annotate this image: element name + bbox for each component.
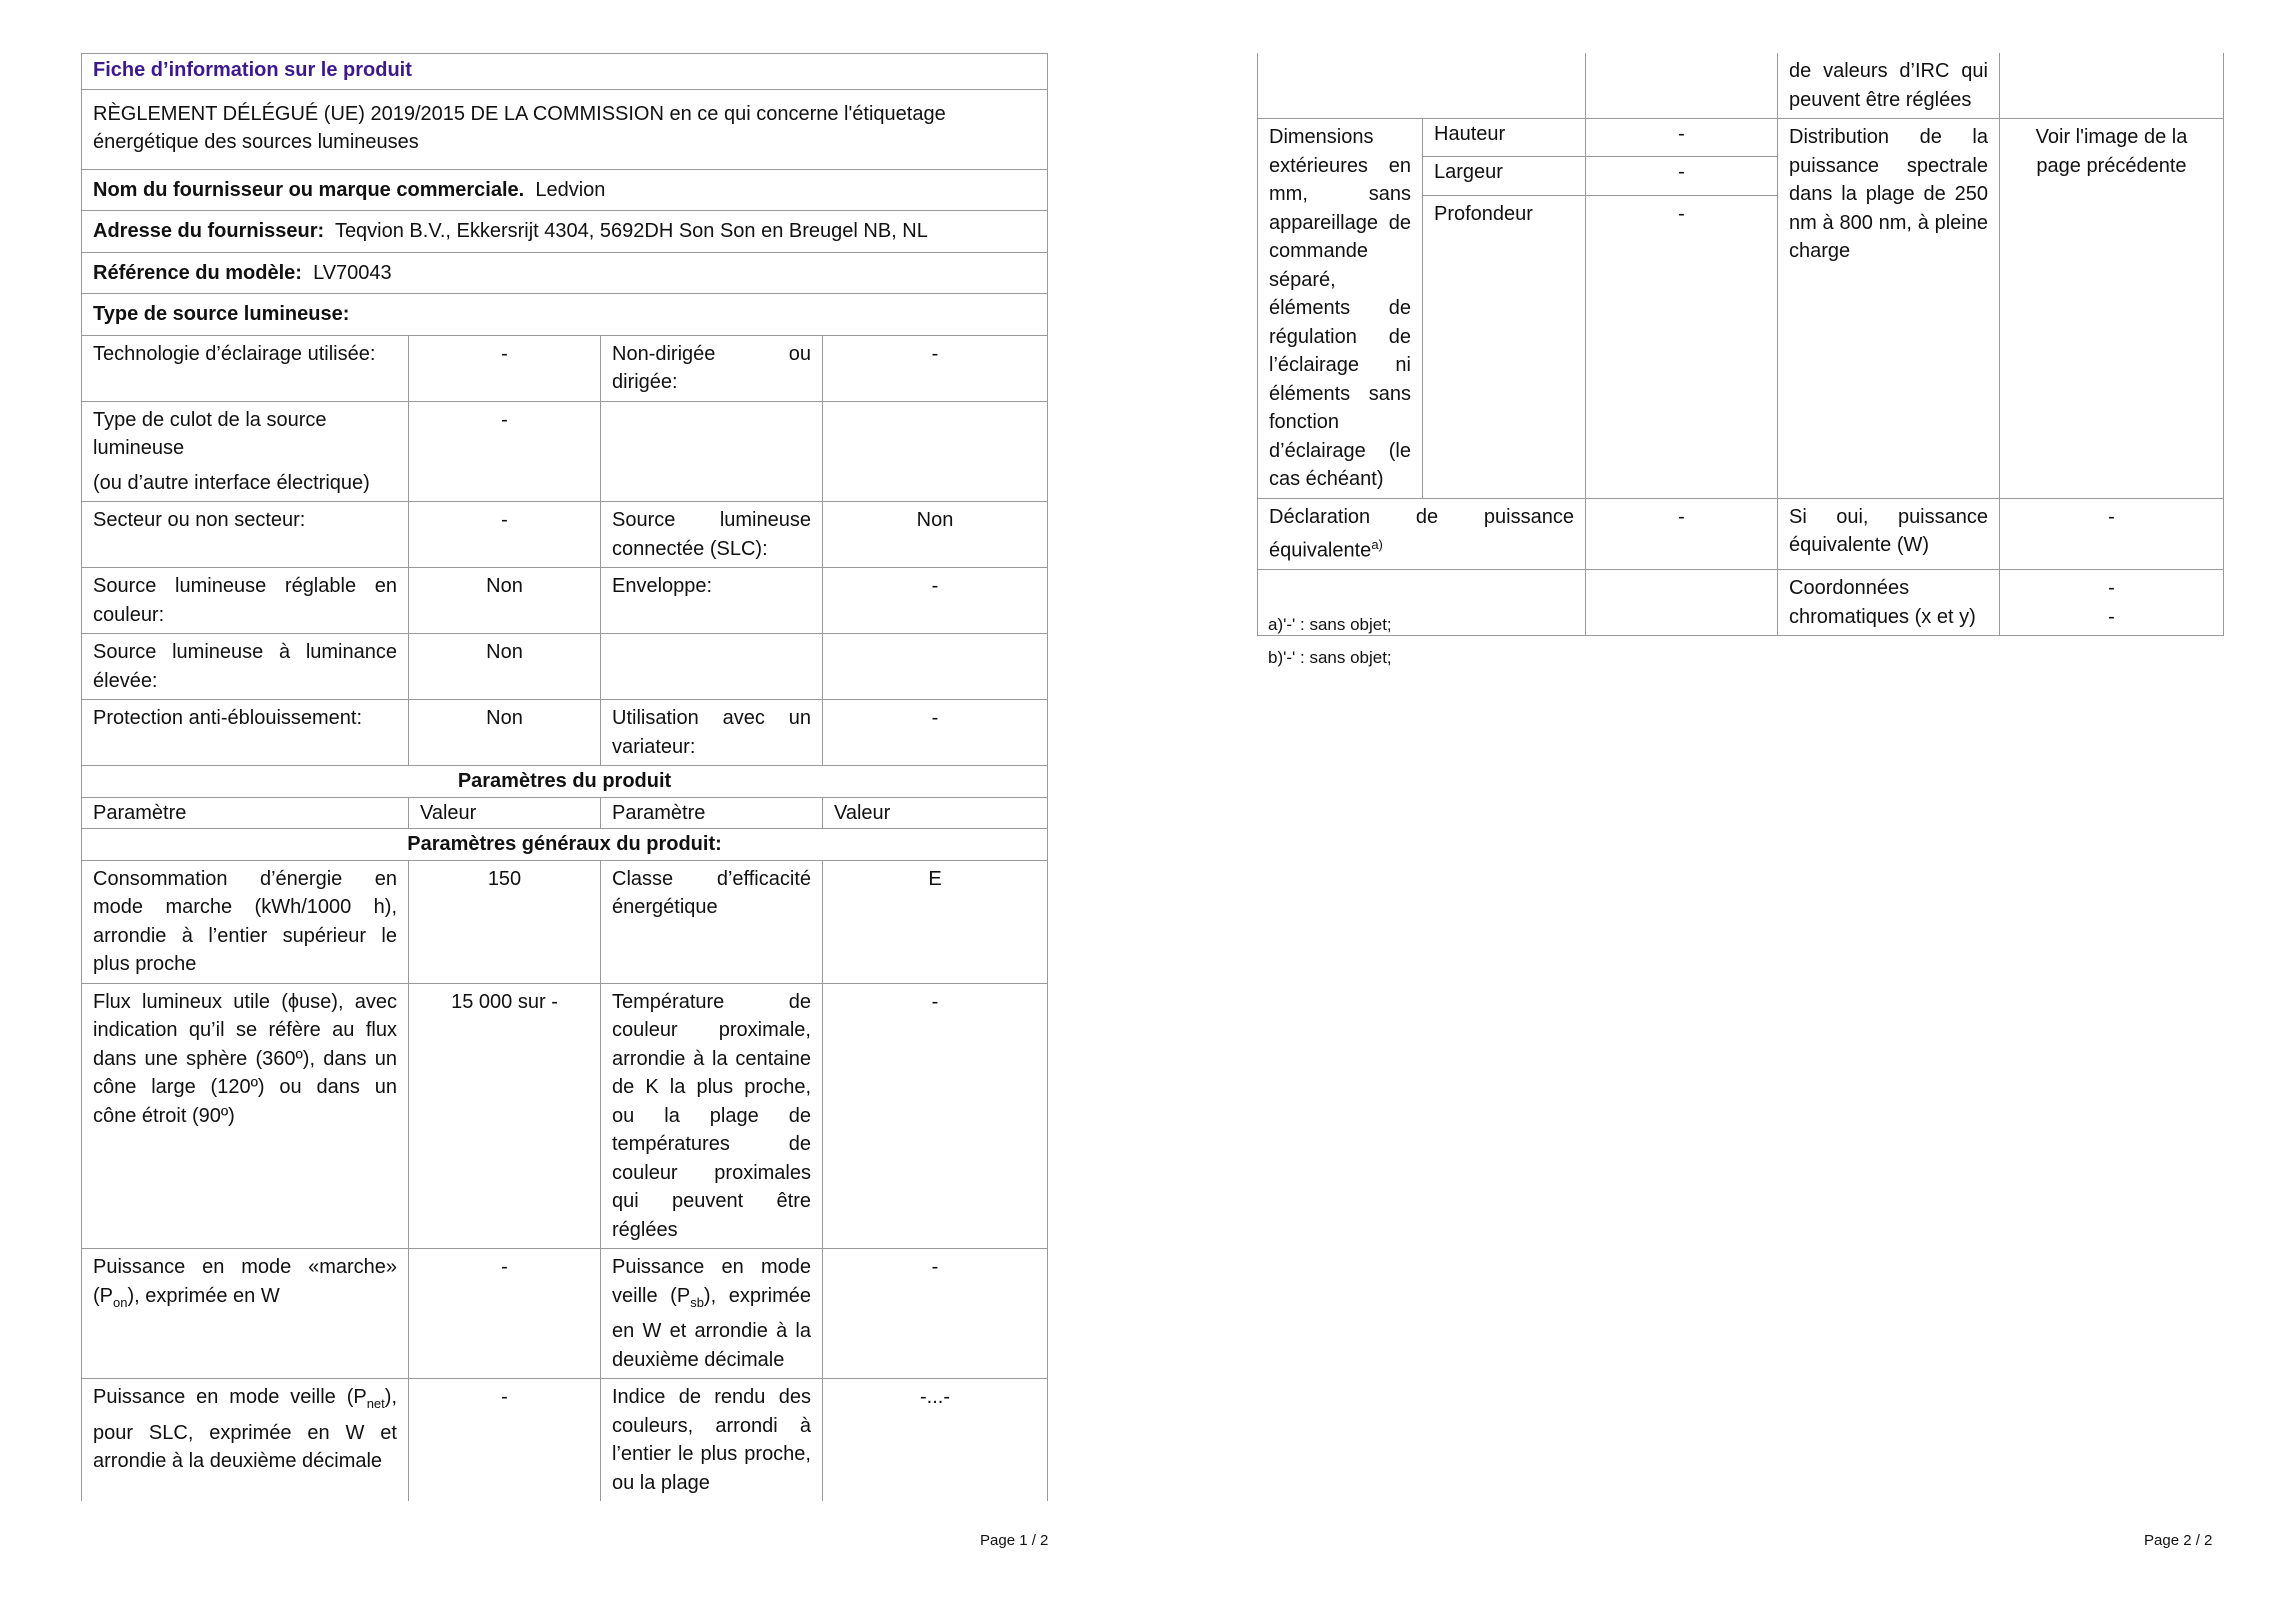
cap-type-value: - — [409, 401, 601, 502]
directional-value: - — [823, 335, 1048, 401]
cri-label: Indice de rendu des couleurs, arrondi à l’entier le plus proche, ou la plage — [601, 1379, 823, 1502]
luminous-flux-label: Flux lumineux utile (ϕuse), avec indication qu’il se réfère au flux dans une sphère (360º), dans un cône large (120º) ou dans un cône étroit (90º) — [82, 983, 409, 1249]
table-row — [82, 568, 1048, 634]
regulation-text: RÈGLEMENT DÉLÉGUÉ (UE) 2019/2015 DE LA COMMISSION en ce qui concerne l'étiquetage énergétique des sources lumineuses — [82, 89, 1048, 169]
supplier-address-value: Teqvion B.V., Ekkersrijt 4304, 5692DH Son Son en Breugel NB, NL — [334, 220, 928, 242]
cap-type-label-b: (ou d’autre interface électrique) — [93, 471, 370, 494]
page-1 — [0, 0, 1145, 1621]
directional-label: Non-dirigée ou dirigée: — [601, 335, 823, 401]
energy-class-label: Classe d’efficacité énergétique — [601, 860, 823, 983]
supplier-address-row — [82, 211, 1048, 253]
spectral-distribution-label: Distribution de la puissance spectrale dans la plage de 250 nm à 800 nm, à pleine charge — [1778, 119, 2000, 499]
standby-power-label: Puissance en mode veille $(P_{sb})$, exprimée en W et arrondie à la deuxième décimale — [601, 1249, 823, 1379]
energy-consumption-value: 150 — [409, 860, 601, 983]
page-2 — [1146, 0, 2291, 1621]
table-row — [82, 860, 1048, 983]
energy-class-value: E — [823, 860, 1048, 983]
dimmer-value: - — [823, 700, 1048, 766]
chromaticity-label: Coordonnées chromatiques (x et y) — [1778, 570, 2000, 636]
energy-consumption-label: Consommation d’énergie en mode marche (kWh/1000 h), arrondie à l’entier supérieur le plus proche — [82, 860, 409, 983]
connected-label: Source lumineuse connectée (SLC): — [601, 502, 823, 568]
anti-glare-label: Protection anti-éblouissement: — [82, 700, 409, 766]
envelope-label: Enveloppe: — [601, 568, 823, 634]
table-row — [1258, 570, 2224, 636]
height-value: - — [1586, 119, 1778, 157]
networked-standby-value: - — [409, 1379, 601, 1502]
depth-value: - — [1586, 195, 1778, 498]
table-header-row — [82, 797, 1048, 829]
page-number: Page 2 / 2 — [2144, 1532, 2213, 1549]
cap-type-cell — [82, 401, 409, 502]
high-luminance-label: Source lumineuse à luminance élevée: — [82, 634, 409, 700]
luminous-flux-value: 15 000 sur - — [409, 983, 601, 1249]
col-header-param-2: Paramètre — [601, 797, 823, 829]
product-info-table-continued — [1257, 53, 2224, 636]
product-info-table — [81, 53, 1048, 1501]
model-reference-value: LV70043 — [313, 261, 392, 284]
dimensions-label: Dimensions extérieures en mm, sans appareillage de commande séparé, éléments de régulation de l’éclairage ni éléments sans fonction d’éclairage (le cas échéant) — [1258, 119, 1423, 499]
chromaticity-value — [2000, 570, 2224, 636]
supplier-name-value: Ledvion — [535, 178, 606, 201]
envelope-value: - — [823, 568, 1048, 634]
supplier-address-label: Adresse du fournisseur: — [93, 220, 325, 242]
chromaticity-x: - — [2108, 577, 2115, 600]
equivalent-power-label: Déclaration de puissance équivalente$^{a)}$ — [1258, 498, 1586, 570]
table-row — [82, 1379, 1048, 1502]
table-row — [82, 983, 1048, 1249]
page-number: Page 1 / 2 — [980, 1532, 1049, 1549]
document-title: Fiche d’information sur le produit — [82, 54, 1048, 90]
col-header-value-2: Valeur — [823, 797, 1048, 829]
table-row — [82, 700, 1048, 766]
high-luminance-value: Non — [409, 634, 601, 700]
footnote-a: a)'-' : sans objet; — [1268, 615, 1392, 634]
colour-tunable-value: Non — [409, 568, 601, 634]
model-reference-label: Référence du modèle: — [93, 261, 302, 284]
table-row — [1258, 498, 2224, 570]
networked-standby-label: Puissance en mode veille $(P_{net})$, pour SLC, exprimée en W et arrondie à la deuxième décimale — [82, 1379, 409, 1502]
colour-temperature-label: Température de couleur proximale, arrondie à la centaine de K la plus proche, ou la plage de températures de couleur proximales qui peuvent être réglées — [601, 983, 823, 1249]
width-value: - — [1586, 157, 1778, 195]
width-label: Largeur — [1423, 157, 1586, 195]
spectral-distribution-value: Voir l'image de la page précédente — [2000, 119, 2224, 499]
connected-value: Non — [823, 502, 1048, 568]
col-header-param: Paramètre — [82, 797, 409, 829]
supplier-name-label: Nom du fournisseur ou marque commerciale. — [93, 178, 525, 201]
anti-glare-value: Non — [409, 700, 601, 766]
supplier-name-row — [82, 169, 1048, 211]
product-params-heading: Paramètres du produit — [82, 766, 1048, 798]
colour-temperature-value: - — [823, 983, 1048, 1249]
table-row — [1258, 53, 2224, 119]
cap-type-label: Type de culot de la source lumineuse — [93, 408, 327, 459]
mains-label: Secteur ou non secteur: — [82, 502, 409, 568]
depth-label: Profondeur — [1423, 195, 1586, 498]
on-mode-power-label: Puissance en mode «marche» $(P_{on})$, exprimée en W — [82, 1249, 409, 1379]
equivalent-power-value: - — [1586, 498, 1778, 570]
cri-label-continued: de valeurs d’IRC qui peuvent être réglées — [1778, 53, 2000, 119]
cri-value: -...- — [823, 1379, 1048, 1502]
dimmer-label: Utilisation avec un variateur: — [601, 700, 823, 766]
table-row — [1258, 119, 2224, 157]
equivalent-power-w-label: Si oui, puissance équivalente (W) — [1778, 498, 2000, 570]
table-row — [82, 634, 1048, 700]
standby-power-value: - — [823, 1249, 1048, 1379]
table-row — [82, 1249, 1048, 1379]
table-row — [82, 401, 1048, 502]
footnote-b: b)'-' : sans objet; — [1268, 648, 1392, 667]
equivalent-power-w-value: - — [2000, 498, 2224, 570]
general-params-heading: Paramètres généraux du produit: — [82, 829, 1048, 861]
on-mode-power-value: - — [409, 1249, 601, 1379]
light-source-type-heading: Type de source lumineuse: — [82, 294, 1048, 336]
model-reference-row — [82, 252, 1048, 294]
table-row — [82, 335, 1048, 401]
table-row — [82, 502, 1048, 568]
height-label: Hauteur — [1423, 119, 1586, 157]
technology-label: Technologie d’éclairage utilisée: — [82, 335, 409, 401]
mains-value: - — [409, 502, 601, 568]
chromaticity-y: - — [2108, 605, 2115, 628]
col-header-value: Valeur — [409, 797, 601, 829]
technology-value: - — [409, 335, 601, 401]
colour-tunable-label: Source lumineuse réglable en couleur: — [82, 568, 409, 634]
